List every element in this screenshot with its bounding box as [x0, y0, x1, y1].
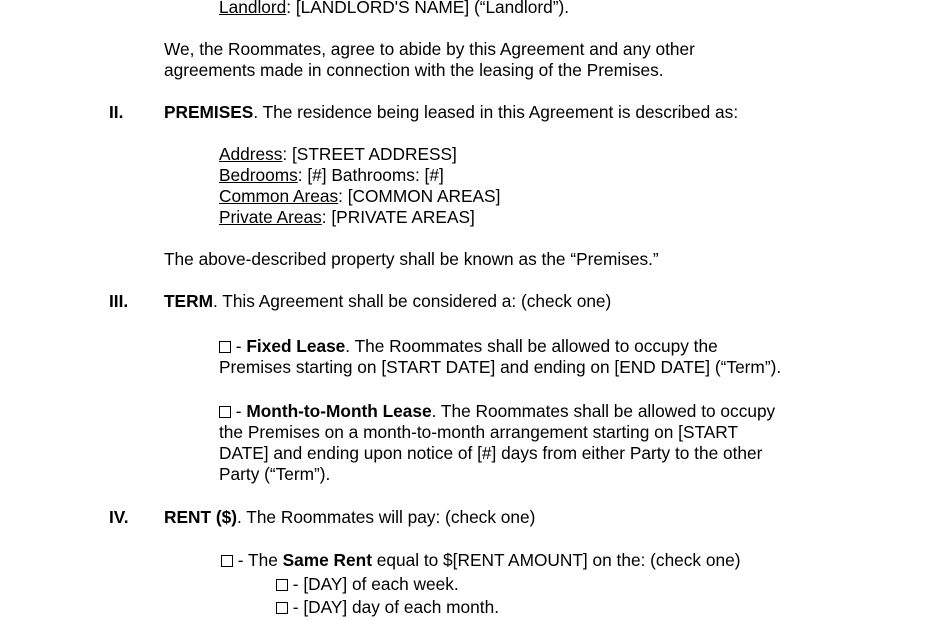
- premises-text: . The residence being leased in this Agreement is described as:: [253, 102, 739, 122]
- section-numeral-premises: II.: [109, 102, 124, 122]
- rent-monthly-option: [276, 597, 499, 618]
- same-rent-option: [221, 550, 740, 571]
- landlord-line: [219, 0, 569, 18]
- same-rent-text: equal to $[RENT AMOUNT] on the: (check one): [371, 550, 741, 570]
- fixed-lease-text: . The Roommates shall be allowed to occupy the: [345, 336, 718, 356]
- field-label: Common Areas: [219, 186, 339, 206]
- field-private-areas: [219, 207, 500, 228]
- field-value: : [PRIVATE AREAS]: [321, 207, 475, 227]
- fixed-lease-title: Fixed Lease: [246, 336, 346, 356]
- monthly-text: - [DAY] day of each month.: [288, 597, 499, 617]
- fixed-lease-checkbox[interactable]: [219, 341, 231, 353]
- monthly-lease-text-line: the Premises on a month-to-month arrangement starting on [START: [219, 422, 738, 442]
- section-numeral-rent: IV.: [109, 507, 129, 527]
- term-heading: TERM: [164, 291, 213, 311]
- field-common-areas: [219, 186, 500, 207]
- option-dash: -: [231, 336, 247, 356]
- premises-fields: [219, 144, 500, 228]
- weekly-text: - [DAY] of each week.: [288, 574, 459, 594]
- section-term: [164, 291, 611, 312]
- monthly-checkbox[interactable]: [276, 602, 288, 614]
- monthly-lease-text-line: DATE] and ending upon notice of [#] days from either Party to the other: [219, 443, 763, 463]
- field-value: : [#] Bathrooms: [#]: [297, 165, 444, 185]
- field-value: : [STREET ADDRESS]: [282, 144, 457, 164]
- intro-line: We, the Roommates, agree to abide by this Agreement and any other: [164, 39, 695, 59]
- intro-paragraph: [164, 39, 695, 81]
- premises-heading: PREMISES: [164, 102, 254, 122]
- term-text: . This Agreement shall be considered a: (check one): [212, 291, 612, 311]
- monthly-lease-title: Month-to-Month Lease: [246, 401, 432, 421]
- rent-heading: RENT ($): [164, 507, 237, 527]
- field-label: Address: [219, 144, 283, 164]
- landlord-label: Landlord: [219, 0, 287, 17]
- option-dash: -: [231, 401, 247, 421]
- landlord-value: : [LANDLORD'S NAME] (“Landlord”).: [286, 0, 570, 17]
- fixed-lease-text-line: Premises starting on [START DATE] and ending on [END DATE] (“Term”).: [219, 357, 782, 377]
- field-bedrooms: [219, 165, 500, 186]
- section-rent: [164, 507, 535, 528]
- same-rent-title: Same Rent: [282, 550, 372, 570]
- section-numeral-term: III.: [109, 291, 129, 311]
- premises-closing: The above-described property shall be known as the “Premises.”: [164, 249, 659, 269]
- weekly-checkbox[interactable]: [276, 579, 288, 591]
- field-label: Private Areas: [219, 207, 322, 227]
- same-rent-checkbox[interactable]: [221, 555, 233, 567]
- rent-weekly-option: [276, 574, 459, 595]
- field-label: Bedrooms: [219, 165, 298, 185]
- section-premises: [164, 102, 738, 123]
- rent-text: . The Roommates will pay: (check one): [236, 507, 536, 527]
- intro-line: agreements made in connection with the leasing of the Premises.: [164, 60, 664, 80]
- monthly-lease-text-line: Party (“Term”).: [219, 464, 331, 484]
- same-rent-pre: - The: [233, 550, 283, 570]
- fixed-lease-option: [219, 336, 781, 378]
- field-address: [219, 144, 500, 165]
- monthly-lease-text: . The Roommates shall be allowed to occupy: [431, 401, 776, 421]
- monthly-lease-option: [219, 401, 775, 485]
- field-value: : [COMMON AREAS]: [338, 186, 501, 206]
- monthly-lease-checkbox[interactable]: [219, 406, 231, 418]
